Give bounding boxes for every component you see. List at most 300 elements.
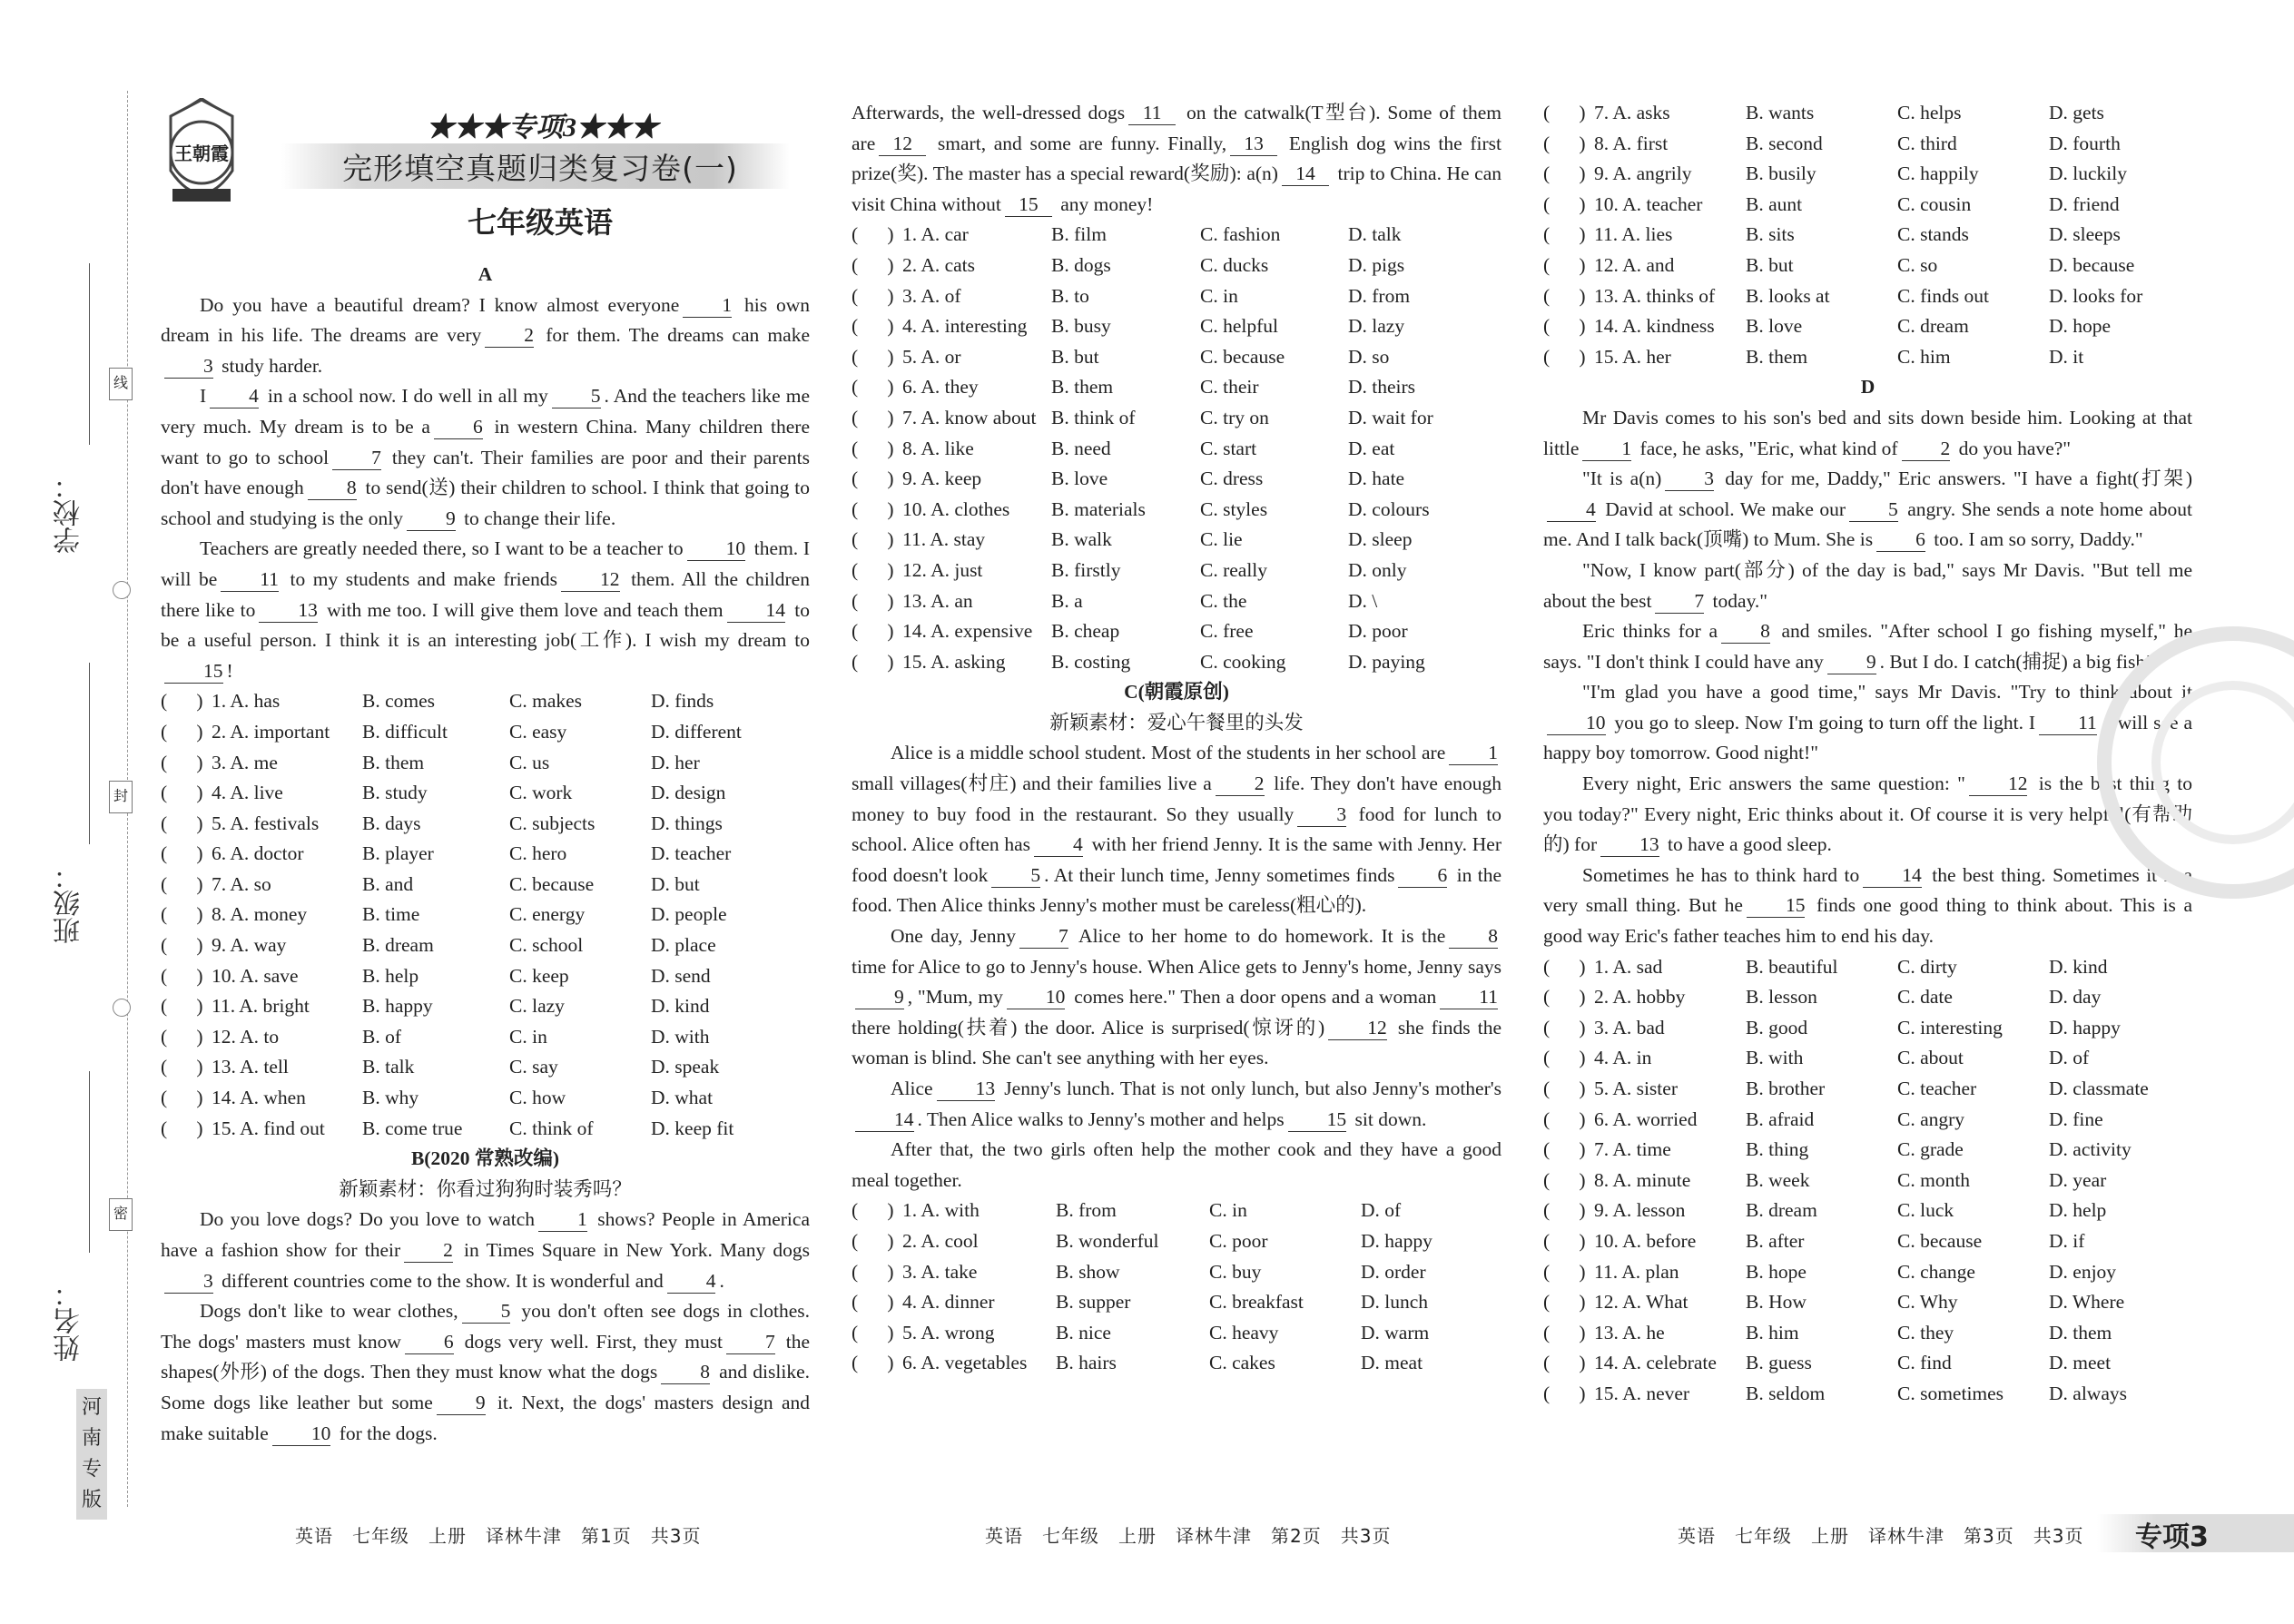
option-choice[interactable]: D. year bbox=[2049, 1168, 2107, 1191]
option-choice[interactable]: C. sometimes bbox=[1897, 1382, 2004, 1404]
option-choice[interactable]: C. in bbox=[1209, 1199, 1247, 1222]
answer-bracket[interactable]: ( ) bbox=[852, 620, 894, 643]
option-choice[interactable]: C. subjects bbox=[509, 812, 596, 834]
option-choice[interactable]: C. think of bbox=[509, 1117, 594, 1139]
option-choice[interactable]: B. materials bbox=[1051, 497, 1146, 520]
option-choice[interactable]: 3. A. bad bbox=[1594, 1016, 1665, 1038]
answer-bracket[interactable]: ( ) bbox=[161, 842, 203, 865]
option-choice[interactable]: B. wants bbox=[1746, 102, 1815, 123]
answer-bracket[interactable]: ( ) bbox=[852, 315, 894, 338]
option-choice[interactable]: B. a bbox=[1051, 589, 1083, 612]
answer-blank[interactable]: 9 bbox=[407, 507, 456, 531]
option-choice[interactable]: 9. A. keep bbox=[902, 468, 982, 490]
answer-bracket[interactable]: ( ) bbox=[1543, 1260, 1586, 1283]
option-choice[interactable]: D. what bbox=[651, 1087, 714, 1109]
answer-bracket[interactable]: ( ) bbox=[1543, 102, 1586, 123]
answer-bracket[interactable]: ( ) bbox=[161, 934, 203, 957]
answer-blank[interactable]: 14 bbox=[1282, 162, 1329, 186]
option-choice[interactable]: D. poor bbox=[1348, 620, 1408, 643]
option-choice[interactable]: D. gets bbox=[2049, 102, 2104, 123]
answer-blank[interactable]: 1 bbox=[1449, 741, 1498, 765]
answer-bracket[interactable]: ( ) bbox=[161, 1087, 203, 1109]
answer-blank[interactable]: 3 bbox=[164, 1269, 213, 1294]
option-choice[interactable]: 6. A. vegetables bbox=[902, 1352, 1028, 1374]
option-choice[interactable]: 5. A. sister bbox=[1594, 1078, 1678, 1099]
option-choice[interactable]: C. interesting bbox=[1897, 1016, 2003, 1038]
option-choice[interactable]: D. hate bbox=[1348, 468, 1405, 490]
option-choice[interactable]: 11. A. plan bbox=[1594, 1260, 1679, 1283]
option-choice[interactable]: C. energy bbox=[509, 903, 586, 926]
option-choice[interactable]: C. month bbox=[1897, 1168, 1971, 1191]
option-choice[interactable]: B. dream bbox=[362, 934, 434, 957]
option-choice[interactable]: C. try on bbox=[1200, 406, 1269, 428]
option-choice[interactable]: C. lie bbox=[1200, 528, 1243, 551]
option-choice[interactable]: 4. A. dinner bbox=[902, 1291, 995, 1314]
option-choice[interactable]: B. after bbox=[1746, 1229, 1805, 1252]
option-choice[interactable]: B. and bbox=[362, 872, 414, 895]
option-choice[interactable]: D. of bbox=[2049, 1047, 2090, 1069]
answer-blank[interactable]: 9 bbox=[437, 1391, 486, 1415]
answer-blank[interactable]: 1 bbox=[683, 293, 732, 318]
option-choice[interactable]: D. Where bbox=[2049, 1291, 2125, 1314]
answer-blank[interactable]: 5 bbox=[1849, 497, 1898, 522]
option-choice[interactable]: C. finds out bbox=[1897, 284, 1989, 307]
answer-bracket[interactable]: ( ) bbox=[852, 558, 894, 581]
option-choice[interactable]: B. wonderful bbox=[1056, 1229, 1159, 1252]
option-choice[interactable]: C. buy bbox=[1209, 1260, 1262, 1283]
option-choice[interactable]: D. sleeps bbox=[2049, 223, 2121, 246]
option-choice[interactable]: D. but bbox=[651, 872, 700, 895]
option-choice[interactable]: D. kind bbox=[651, 995, 710, 1018]
answer-blank[interactable]: 6 bbox=[1876, 527, 1925, 552]
option-choice[interactable]: 6. A. worried bbox=[1594, 1107, 1698, 1130]
option-choice[interactable]: D. it bbox=[2049, 345, 2084, 368]
option-choice[interactable]: D. place bbox=[651, 934, 716, 957]
option-choice[interactable]: D. different bbox=[651, 720, 742, 743]
option-choice[interactable]: B. seldom bbox=[1746, 1382, 1826, 1404]
answer-bracket[interactable]: ( ) bbox=[852, 1321, 894, 1343]
answer-blank[interactable]: 14 bbox=[855, 1107, 914, 1132]
option-choice[interactable]: 3. A. of bbox=[902, 284, 961, 307]
option-choice[interactable]: 4. A. in bbox=[1594, 1047, 1652, 1069]
answer-blank[interactable]: 10 bbox=[687, 536, 746, 561]
option-choice[interactable]: D. meat bbox=[1361, 1352, 1423, 1374]
option-choice[interactable]: D. fourth bbox=[2049, 132, 2121, 154]
answer-blank[interactable]: 4 bbox=[1034, 832, 1083, 857]
answer-blank[interactable]: 5 bbox=[991, 863, 1040, 888]
option-choice[interactable]: B. to bbox=[1051, 284, 1089, 307]
option-choice[interactable]: 8. A. minute bbox=[1594, 1168, 1691, 1191]
option-choice[interactable]: D. happy bbox=[2049, 1016, 2121, 1038]
option-choice[interactable]: C. work bbox=[509, 782, 573, 804]
answer-blank[interactable]: 11 bbox=[221, 567, 279, 592]
option-choice[interactable]: 7. A. time bbox=[1594, 1138, 1671, 1161]
answer-blank[interactable]: 15 bbox=[1288, 1107, 1347, 1132]
option-choice[interactable]: 10. A. teacher bbox=[1594, 192, 1703, 215]
option-choice[interactable]: C. poor bbox=[1209, 1229, 1268, 1252]
option-choice[interactable]: B. second bbox=[1746, 132, 1823, 154]
option-choice[interactable]: C. makes bbox=[509, 690, 583, 713]
answer-bracket[interactable]: ( ) bbox=[1543, 1382, 1586, 1404]
option-choice[interactable]: C. because bbox=[509, 872, 595, 895]
answer-bracket[interactable]: ( ) bbox=[1543, 162, 1586, 185]
option-choice[interactable]: B. talk bbox=[362, 1056, 415, 1078]
option-choice[interactable]: B. hairs bbox=[1056, 1352, 1117, 1374]
option-choice[interactable]: 9. A. way bbox=[212, 934, 287, 957]
option-choice[interactable]: 2. A. hobby bbox=[1594, 986, 1686, 1009]
option-choice[interactable]: D. things bbox=[651, 812, 723, 834]
answer-bracket[interactable]: ( ) bbox=[1543, 986, 1586, 1009]
option-choice[interactable]: C. helpful bbox=[1200, 315, 1278, 338]
option-choice[interactable]: D. her bbox=[651, 751, 700, 773]
option-choice[interactable]: C. cakes bbox=[1209, 1352, 1275, 1374]
option-choice[interactable]: 1. A. has bbox=[212, 690, 281, 713]
option-choice[interactable]: 8. A. first bbox=[1594, 132, 1669, 154]
option-choice[interactable]: 14. A. celebrate bbox=[1594, 1352, 1717, 1374]
answer-bracket[interactable]: ( ) bbox=[1543, 1291, 1586, 1314]
option-choice[interactable]: B. costing bbox=[1051, 650, 1131, 673]
answer-bracket[interactable]: ( ) bbox=[161, 872, 203, 895]
option-choice[interactable]: D. activity bbox=[2049, 1138, 2132, 1161]
option-choice[interactable]: B. film bbox=[1051, 223, 1107, 246]
option-choice[interactable]: C. breakfast bbox=[1209, 1291, 1304, 1314]
answer-bracket[interactable]: ( ) bbox=[1543, 315, 1586, 338]
answer-blank[interactable]: 5 bbox=[552, 384, 601, 408]
option-choice[interactable]: B. thing bbox=[1746, 1138, 1809, 1161]
option-choice[interactable]: 7. A. know about bbox=[902, 406, 1037, 428]
option-choice[interactable]: 14. A. when bbox=[212, 1087, 306, 1109]
option-choice[interactable]: B. but bbox=[1051, 345, 1099, 368]
option-choice[interactable]: C. so bbox=[1897, 253, 1938, 276]
option-choice[interactable]: C. in bbox=[509, 1025, 547, 1048]
answer-bracket[interactable]: ( ) bbox=[1543, 1078, 1586, 1099]
option-choice[interactable]: 14. A. kindness bbox=[1594, 315, 1715, 338]
answer-bracket[interactable]: ( ) bbox=[852, 1229, 894, 1252]
option-choice[interactable]: B. aunt bbox=[1746, 192, 1803, 215]
option-choice[interactable]: D. always bbox=[2049, 1382, 2127, 1404]
option-choice[interactable]: B. think of bbox=[1051, 406, 1136, 428]
answer-bracket[interactable]: ( ) bbox=[1543, 132, 1586, 154]
answer-bracket[interactable]: ( ) bbox=[852, 1260, 894, 1283]
option-choice[interactable]: D. pigs bbox=[1348, 253, 1405, 276]
answer-blank[interactable]: 4 bbox=[1547, 497, 1596, 522]
option-choice[interactable]: C. because bbox=[1897, 1229, 1983, 1252]
option-choice[interactable]: B. lesson bbox=[1746, 986, 1817, 1009]
option-choice[interactable]: 13. A. tell bbox=[212, 1056, 289, 1078]
option-choice[interactable]: B. come true bbox=[362, 1117, 463, 1139]
answer-blank[interactable]: 10 bbox=[1007, 985, 1066, 1009]
option-choice[interactable]: B. cheap bbox=[1051, 620, 1120, 643]
answer-blank[interactable]: 8 bbox=[1721, 619, 1770, 644]
answer-bracket[interactable]: ( ) bbox=[852, 376, 894, 399]
option-choice[interactable]: D. eat bbox=[1348, 437, 1395, 459]
answer-blank[interactable]: 1 bbox=[1582, 437, 1631, 461]
option-choice[interactable]: D. of bbox=[1361, 1199, 1402, 1222]
option-choice[interactable]: D. hope bbox=[2049, 315, 2112, 338]
answer-blank[interactable]: 13 bbox=[1600, 832, 1659, 857]
answer-blank[interactable]: 9 bbox=[1827, 650, 1876, 674]
option-choice[interactable]: D. looks for bbox=[2049, 284, 2143, 307]
option-choice[interactable]: B. week bbox=[1746, 1168, 1810, 1191]
option-choice[interactable]: C. free bbox=[1200, 620, 1254, 643]
option-choice[interactable]: B. from bbox=[1056, 1199, 1117, 1222]
option-choice[interactable]: C. their bbox=[1200, 376, 1259, 399]
option-choice[interactable]: C. dirty bbox=[1897, 955, 1957, 978]
answer-bracket[interactable]: ( ) bbox=[161, 1117, 203, 1139]
option-choice[interactable]: D. design bbox=[651, 782, 726, 804]
answer-bracket[interactable]: ( ) bbox=[161, 995, 203, 1018]
option-choice[interactable]: C. change bbox=[1897, 1260, 1975, 1283]
option-choice[interactable]: D. because bbox=[2049, 253, 2135, 276]
answer-bracket[interactable]: ( ) bbox=[161, 812, 203, 834]
option-choice[interactable]: 15. A. find out bbox=[212, 1117, 325, 1139]
option-choice[interactable]: D. \ bbox=[1348, 589, 1378, 612]
answer-blank[interactable]: 13 bbox=[937, 1077, 996, 1101]
option-choice[interactable]: D. from bbox=[1348, 284, 1411, 307]
option-choice[interactable]: B. nice bbox=[1056, 1321, 1111, 1343]
answer-blank[interactable]: 11 bbox=[1440, 985, 1498, 1009]
option-choice[interactable]: C. fashion bbox=[1200, 223, 1281, 246]
option-choice[interactable]: 3. A. take bbox=[902, 1260, 978, 1283]
answer-bracket[interactable]: ( ) bbox=[852, 223, 894, 246]
answer-bracket[interactable]: ( ) bbox=[852, 468, 894, 490]
option-choice[interactable]: 12. A. What bbox=[1594, 1291, 1689, 1314]
option-choice[interactable]: 9. A. angrily bbox=[1594, 162, 1692, 185]
answer-blank[interactable]: 4 bbox=[667, 1269, 716, 1294]
option-choice[interactable]: D. order bbox=[1361, 1260, 1426, 1283]
answer-blank[interactable]: 7 bbox=[332, 446, 381, 470]
option-choice[interactable]: C. helps bbox=[1897, 102, 1962, 123]
option-choice[interactable]: D. wait for bbox=[1348, 406, 1433, 428]
option-choice[interactable]: D. enjoy bbox=[2049, 1260, 2117, 1283]
answer-bracket[interactable]: ( ) bbox=[161, 964, 203, 987]
option-choice[interactable]: D. sleep bbox=[1348, 528, 1413, 551]
answer-bracket[interactable]: ( ) bbox=[1543, 1229, 1586, 1252]
answer-blank[interactable]: 8 bbox=[661, 1360, 710, 1384]
option-choice[interactable]: B. but bbox=[1746, 253, 1794, 276]
answer-blank[interactable]: 7 bbox=[726, 1330, 775, 1354]
option-choice[interactable]: 4. A. interesting bbox=[902, 315, 1028, 338]
option-choice[interactable]: B. study bbox=[362, 782, 428, 804]
option-choice[interactable]: B. days bbox=[362, 812, 421, 834]
option-choice[interactable]: D. colours bbox=[1348, 497, 1430, 520]
option-choice[interactable]: D. meet bbox=[2049, 1352, 2112, 1374]
answer-bracket[interactable]: ( ) bbox=[1543, 1016, 1586, 1038]
option-choice[interactable]: C. school bbox=[509, 934, 584, 957]
option-choice[interactable]: 11. A. bright bbox=[212, 995, 310, 1018]
answer-blank[interactable]: 2 bbox=[1902, 437, 1951, 461]
answer-blank[interactable]: 12 bbox=[879, 132, 926, 156]
option-choice[interactable]: D. only bbox=[1348, 558, 1407, 581]
option-choice[interactable]: C. in bbox=[1200, 284, 1238, 307]
option-choice[interactable]: D. luckily bbox=[2049, 162, 2127, 185]
option-choice[interactable]: B. How bbox=[1746, 1291, 1807, 1314]
option-choice[interactable]: B. show bbox=[1056, 1260, 1120, 1283]
option-choice[interactable]: D. classmate bbox=[2049, 1078, 2149, 1099]
answer-bracket[interactable]: ( ) bbox=[852, 1291, 894, 1314]
option-choice[interactable]: B. them bbox=[1746, 345, 1808, 368]
option-choice[interactable]: C. ducks bbox=[1200, 253, 1269, 276]
answer-blank[interactable]: 9 bbox=[855, 985, 904, 1009]
option-choice[interactable]: D. finds bbox=[651, 690, 714, 713]
answer-blank[interactable]: 11 bbox=[2039, 711, 2097, 735]
option-choice[interactable]: D. kind bbox=[2049, 955, 2108, 978]
option-choice[interactable]: B. why bbox=[362, 1087, 419, 1109]
option-choice[interactable]: 1. A. with bbox=[902, 1199, 980, 1222]
answer-bracket[interactable]: ( ) bbox=[161, 782, 203, 804]
answer-bracket[interactable]: ( ) bbox=[161, 903, 203, 926]
option-choice[interactable]: 14. A. expensive bbox=[902, 620, 1033, 643]
answer-blank[interactable]: 7 bbox=[1019, 924, 1068, 949]
option-choice[interactable]: B. time bbox=[362, 903, 420, 926]
option-choice[interactable]: C. find bbox=[1897, 1352, 1952, 1374]
answer-bracket[interactable]: ( ) bbox=[1543, 1107, 1586, 1130]
answer-bracket[interactable]: ( ) bbox=[852, 528, 894, 551]
option-choice[interactable]: B. hope bbox=[1746, 1260, 1807, 1283]
option-choice[interactable]: D. teacher bbox=[651, 842, 732, 865]
option-choice[interactable]: 10. A. before bbox=[1594, 1229, 1697, 1252]
option-choice[interactable]: B. love bbox=[1746, 315, 1803, 338]
option-choice[interactable]: D. warm bbox=[1361, 1321, 1430, 1343]
answer-blank[interactable]: 2 bbox=[1216, 772, 1265, 796]
option-choice[interactable]: 2. A. cats bbox=[902, 253, 976, 276]
option-choice[interactable]: 3. A. me bbox=[212, 751, 278, 773]
option-choice[interactable]: C. say bbox=[509, 1056, 558, 1078]
answer-bracket[interactable]: ( ) bbox=[1543, 1352, 1586, 1374]
answer-blank[interactable]: 2 bbox=[485, 323, 534, 348]
option-choice[interactable]: C. cousin bbox=[1897, 192, 1972, 215]
option-choice[interactable]: C. heavy bbox=[1209, 1321, 1279, 1343]
option-choice[interactable]: B. good bbox=[1746, 1016, 1808, 1038]
answer-blank[interactable]: 14 bbox=[727, 598, 786, 623]
answer-bracket[interactable]: ( ) bbox=[161, 1025, 203, 1048]
answer-bracket[interactable]: ( ) bbox=[852, 345, 894, 368]
option-choice[interactable]: C. cooking bbox=[1200, 650, 1286, 673]
answer-blank[interactable]: 10 bbox=[272, 1422, 331, 1446]
option-choice[interactable]: 15. A. never bbox=[1594, 1382, 1690, 1404]
option-choice[interactable]: C. the bbox=[1200, 589, 1247, 612]
option-choice[interactable]: B. looks at bbox=[1746, 284, 1830, 307]
option-choice[interactable]: B. difficult bbox=[362, 720, 448, 743]
option-choice[interactable]: 1. A. sad bbox=[1594, 955, 1663, 978]
option-choice[interactable]: C. us bbox=[509, 751, 550, 773]
option-choice[interactable]: D. theirs bbox=[1348, 376, 1416, 399]
answer-blank[interactable]: 5 bbox=[462, 1299, 511, 1324]
option-choice[interactable]: B. happy bbox=[362, 995, 433, 1018]
option-choice[interactable]: D. help bbox=[2049, 1199, 2107, 1222]
option-choice[interactable]: 8. A. like bbox=[902, 437, 974, 459]
option-choice[interactable]: C. they bbox=[1897, 1321, 1954, 1343]
option-choice[interactable]: D. happy bbox=[1361, 1229, 1433, 1252]
option-choice[interactable]: D. if bbox=[2049, 1229, 2085, 1252]
option-choice[interactable]: 6. A. doctor bbox=[212, 842, 304, 865]
answer-bracket[interactable]: ( ) bbox=[1543, 1321, 1586, 1343]
option-choice[interactable]: D. day bbox=[2049, 986, 2102, 1009]
option-choice[interactable]: 15. A. her bbox=[1594, 345, 1671, 368]
answer-blank[interactable]: 12 bbox=[561, 567, 620, 592]
option-choice[interactable]: 5. A. or bbox=[902, 345, 961, 368]
option-choice[interactable]: B. walk bbox=[1051, 528, 1112, 551]
option-choice[interactable]: B. love bbox=[1051, 468, 1108, 490]
option-choice[interactable]: 12. A. just bbox=[902, 558, 983, 581]
answer-blank[interactable]: 8 bbox=[308, 476, 357, 500]
answer-blank[interactable]: 6 bbox=[405, 1330, 454, 1354]
answer-blank[interactable]: 3 bbox=[164, 354, 213, 379]
option-choice[interactable]: 15. A. asking bbox=[902, 650, 1006, 673]
option-choice[interactable]: 10. A. save bbox=[212, 964, 299, 987]
option-choice[interactable]: D. with bbox=[651, 1025, 710, 1048]
answer-blank[interactable]: 1 bbox=[538, 1207, 587, 1232]
option-choice[interactable]: C. start bbox=[1200, 437, 1257, 459]
answer-bracket[interactable]: ( ) bbox=[852, 1352, 894, 1374]
option-choice[interactable]: C. happily bbox=[1897, 162, 1979, 185]
option-choice[interactable]: 2. A. cool bbox=[902, 1229, 979, 1252]
option-choice[interactable]: D. keep fit bbox=[651, 1117, 734, 1139]
answer-bracket[interactable]: ( ) bbox=[161, 720, 203, 743]
option-choice[interactable]: 1. A. car bbox=[902, 223, 969, 246]
answer-bracket[interactable]: ( ) bbox=[1543, 345, 1586, 368]
option-choice[interactable]: 10. A. clothes bbox=[902, 497, 1010, 520]
option-choice[interactable]: B. beautiful bbox=[1746, 955, 1838, 978]
option-choice[interactable]: D. lazy bbox=[1348, 315, 1405, 338]
option-choice[interactable]: 5. A. wrong bbox=[902, 1321, 995, 1343]
option-choice[interactable]: D. fine bbox=[2049, 1107, 2103, 1130]
option-choice[interactable]: 13. A. he bbox=[1594, 1321, 1665, 1343]
option-choice[interactable]: D. send bbox=[651, 964, 711, 987]
answer-bracket[interactable]: ( ) bbox=[1543, 223, 1586, 246]
option-choice[interactable]: B. them bbox=[1051, 376, 1114, 399]
option-choice[interactable]: B. guess bbox=[1746, 1352, 1812, 1374]
answer-bracket[interactable]: ( ) bbox=[852, 253, 894, 276]
answer-blank[interactable]: 2 bbox=[404, 1238, 453, 1263]
option-choice[interactable]: C. because bbox=[1200, 345, 1285, 368]
option-choice[interactable]: 9. A. lesson bbox=[1594, 1199, 1686, 1222]
option-choice[interactable]: C. teacher bbox=[1897, 1078, 1977, 1099]
answer-blank[interactable]: 13 bbox=[259, 598, 318, 623]
option-choice[interactable]: 12. A. and bbox=[1594, 253, 1675, 276]
option-choice[interactable]: D. so bbox=[1348, 345, 1390, 368]
option-choice[interactable]: 6. A. they bbox=[902, 376, 979, 399]
option-choice[interactable]: B. player bbox=[362, 842, 434, 865]
answer-blank[interactable]: 15 bbox=[1005, 192, 1052, 217]
answer-blank[interactable]: 7 bbox=[1655, 589, 1704, 614]
option-choice[interactable]: B. afraid bbox=[1746, 1107, 1815, 1130]
answer-bracket[interactable]: ( ) bbox=[1543, 192, 1586, 215]
option-choice[interactable]: C. styles bbox=[1200, 497, 1268, 520]
answer-blank[interactable]: 11 bbox=[1128, 101, 1176, 125]
answer-blank[interactable]: 14 bbox=[1863, 863, 1922, 888]
option-choice[interactable]: C. angry bbox=[1897, 1107, 1965, 1130]
option-choice[interactable]: B. dream bbox=[1746, 1199, 1817, 1222]
option-choice[interactable]: C. how bbox=[509, 1087, 566, 1109]
option-choice[interactable]: D. talk bbox=[1348, 223, 1402, 246]
option-choice[interactable]: C. really bbox=[1200, 558, 1268, 581]
answer-blank[interactable]: 3 bbox=[1297, 802, 1346, 827]
option-choice[interactable]: C. lazy bbox=[509, 995, 565, 1018]
option-choice[interactable]: C. grade bbox=[1897, 1138, 1964, 1161]
answer-blank[interactable]: 15 bbox=[1747, 893, 1806, 918]
option-choice[interactable]: D. speak bbox=[651, 1056, 720, 1078]
option-choice[interactable]: B. dogs bbox=[1051, 253, 1111, 276]
option-choice[interactable]: B. with bbox=[1746, 1047, 1804, 1069]
option-choice[interactable]: D. them bbox=[2049, 1321, 2112, 1343]
option-choice[interactable]: B. busily bbox=[1746, 162, 1816, 185]
option-choice[interactable]: C. keep bbox=[509, 964, 569, 987]
option-choice[interactable]: C. hero bbox=[509, 842, 567, 865]
answer-blank[interactable]: 8 bbox=[1449, 924, 1498, 949]
option-choice[interactable]: B. need bbox=[1051, 437, 1111, 459]
answer-bracket[interactable]: ( ) bbox=[161, 690, 203, 713]
